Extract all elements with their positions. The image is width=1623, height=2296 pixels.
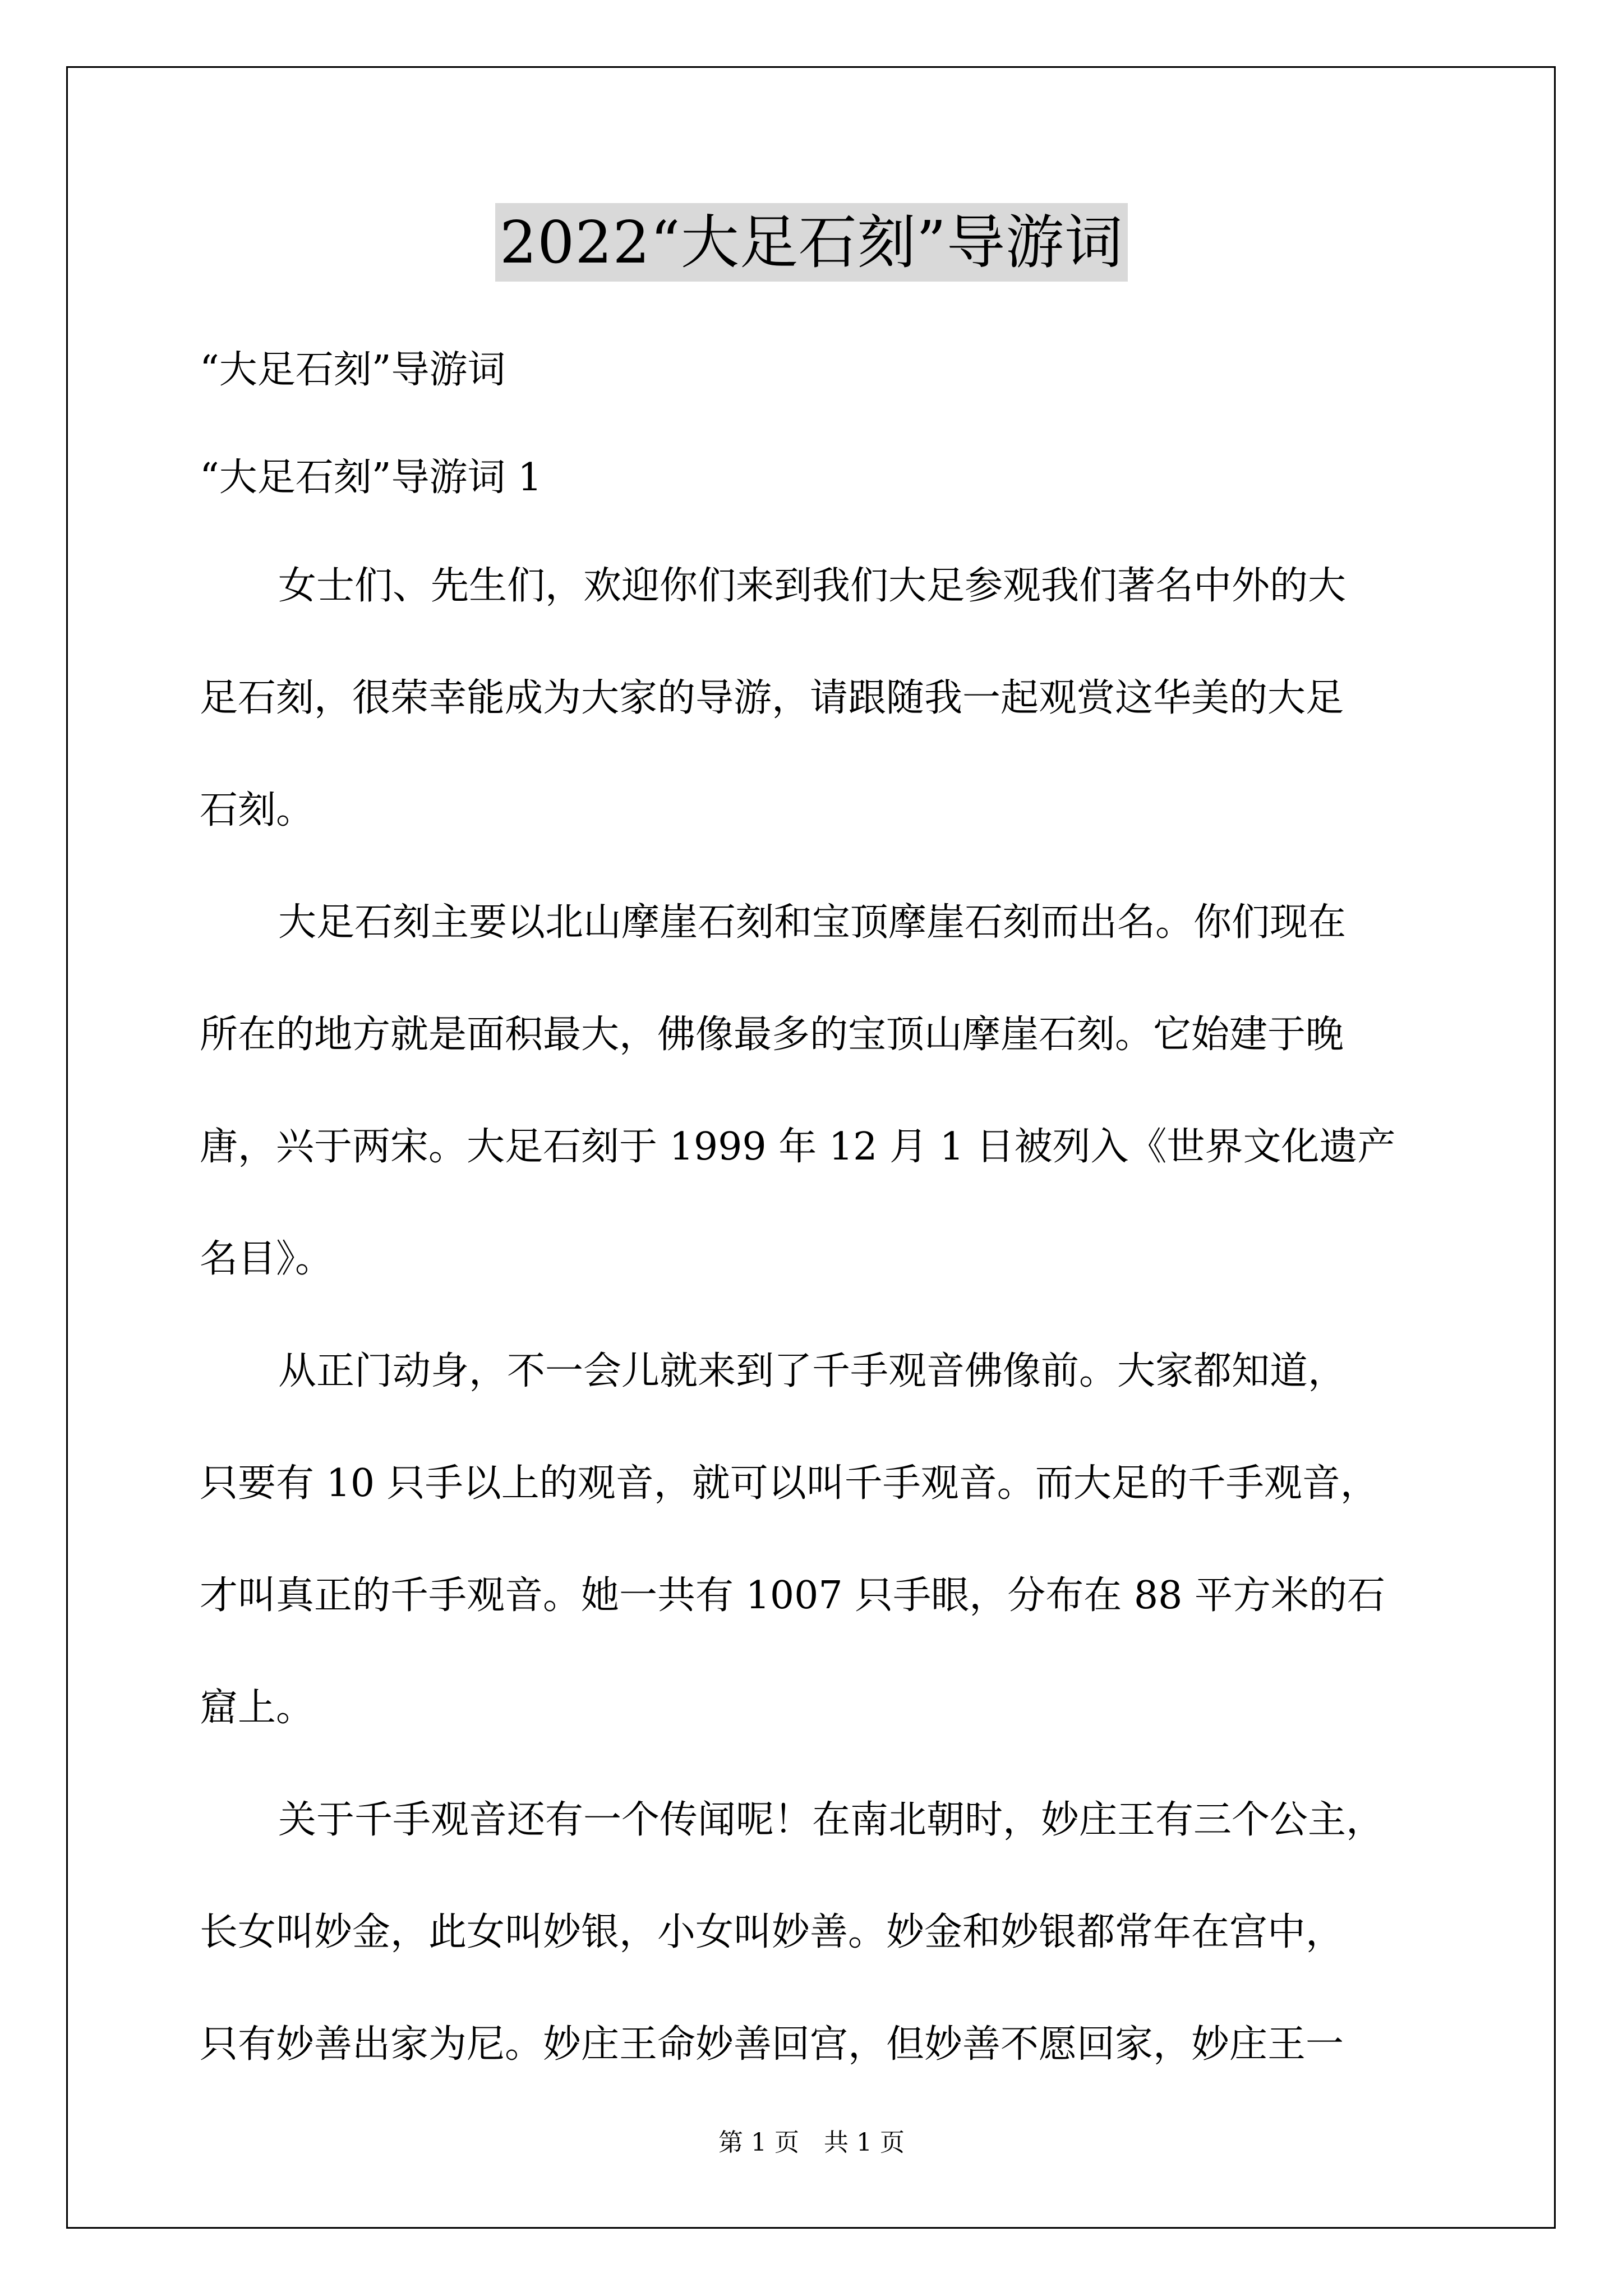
title-container <box>0 203 1623 282</box>
paragraph-2 <box>200 896 1433 1286</box>
paragraph-line: 石刻。 <box>200 788 315 832</box>
paragraph-line: 从正门动身，不一会儿就来到了千手观音佛像前。大家都知道， <box>278 1349 1347 1393</box>
paragraph-line: 只有妙善出家为尼。妙庄王命妙善回宫，但妙善不愿回家，妙庄王一 <box>200 2022 1344 2067</box>
paragraph-line: 只要有 10 只手以上的观音，就可以叫千手观音。而大足的千手观音， <box>200 1461 1378 1506</box>
paragraph-line: 足石刻，很荣幸能成为大家的导游，请跟随我一起观赏这华美的大足 <box>200 676 1344 720</box>
paragraph-line: 所在的地方就是面积最大，佛像最多的宝顶山摩崖石刻。它始建于晚 <box>200 1013 1344 1057</box>
paragraph-line: 女士们、先生们，欢迎你们来到我们大足参观我们著名中外的大 <box>278 564 1347 608</box>
paragraph-line: 关于千手观音还有一个传闻呢！在南北朝时，妙庄王有三个公主， <box>278 1798 1385 1842</box>
paragraph-line: 长女叫妙金，此女叫妙银，小女叫妙善。妙金和妙银都常年在宫中， <box>200 1910 1344 1954</box>
paragraph-line: 名目》。 <box>200 1237 334 1281</box>
paragraph-3 <box>200 1345 1433 1735</box>
paragraph-line: 唐，兴于两宋。大足石刻于 1999 年 12 月 1 日被列入《世界文化遗产 <box>200 1125 1396 1169</box>
paragraph-line: 才叫真正的千手观音。她一共有 1007 只手眼，分布在 88 平方米的石 <box>200 1573 1386 1618</box>
paragraph-4 <box>200 1793 1433 2072</box>
section-heading: “大足石刻”导游词 1 <box>200 455 542 500</box>
subheading: “大足石刻”导游词 <box>200 348 506 392</box>
document-title: 2022“大足石刻”导游词 <box>495 203 1128 282</box>
paragraph-1 <box>200 559 1433 838</box>
page-footer: 第 1 页 共 1 页 <box>718 2128 905 2157</box>
document-body <box>200 342 1433 2130</box>
paragraph-line: 窟上。 <box>200 1686 315 1730</box>
paragraph-line: 大足石刻主要以北山摩崖石刻和宝顶摩崖石刻而出名。你们现在 <box>278 900 1347 945</box>
